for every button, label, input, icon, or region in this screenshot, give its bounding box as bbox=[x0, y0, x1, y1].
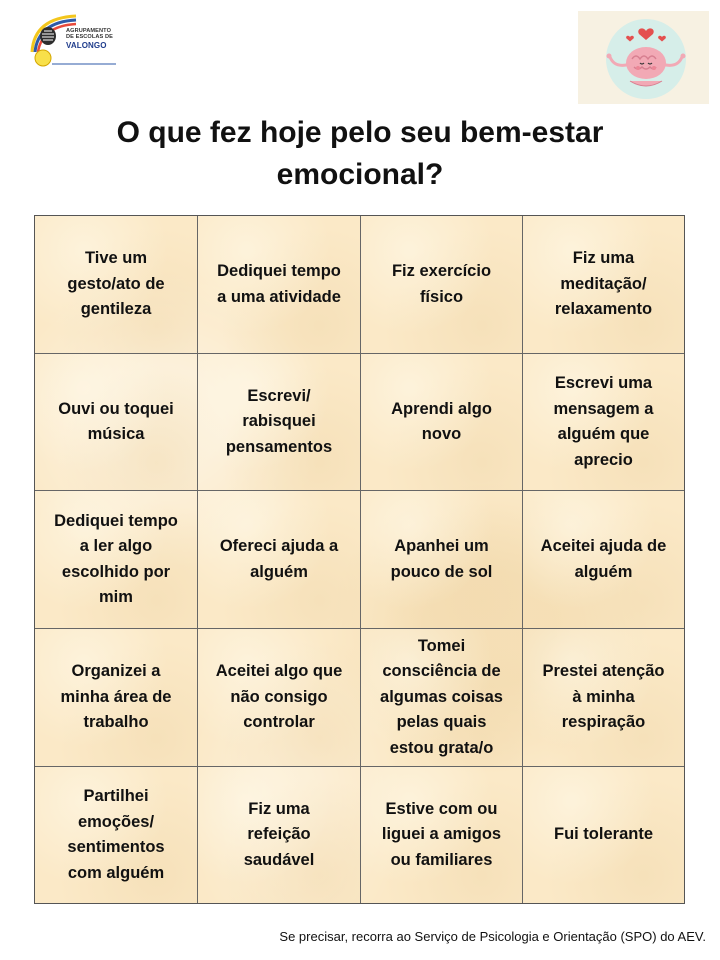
logo-line-1: AGRUPAMENTO bbox=[66, 28, 112, 34]
logo-line-3: VALONGO bbox=[66, 40, 107, 50]
bingo-grid bbox=[34, 215, 685, 904]
grid-cell: Fiz uma meditação/ relaxamento bbox=[523, 216, 684, 354]
grid-cell: Tive um gesto/ato de gentileza bbox=[35, 216, 198, 354]
page-title: O que fez hoje pelo seu bem-estar emocional? bbox=[116, 116, 604, 191]
meditating-brain-icon bbox=[578, 11, 709, 104]
grid-cell: Aceitei algo que não consigo controlar bbox=[198, 629, 361, 767]
grid-cell: Dediquei tempo a uma atividade bbox=[198, 216, 361, 354]
grid-cell: Dediquei tempo a ler algo escolhido por mim bbox=[35, 491, 198, 629]
school-logo bbox=[28, 12, 120, 74]
logo-text bbox=[66, 28, 122, 51]
grid-cell: Fiz uma refeição saudável bbox=[198, 767, 361, 903]
grid-cell: Escrevi/ rabisquei pensamentos bbox=[198, 354, 361, 491]
grid-cell: Fui tolerante bbox=[523, 767, 684, 903]
grid-cell: Estive com ou liguei a amigos ou familiares bbox=[361, 767, 523, 903]
grid-cell: Tomei consciência de algumas coisas pelas quais estou grata/o bbox=[361, 629, 523, 767]
logo-line-2: DE ESCOLAS DE bbox=[66, 34, 113, 41]
grid-cell: Apanhei um pouco de sol bbox=[361, 491, 523, 629]
grid-cell: Aceitei ajuda de alguém bbox=[523, 491, 684, 629]
grid-cell: Escrevi uma mensagem a alguém que aprecio bbox=[523, 354, 684, 491]
grid-cell: Ofereci ajuda a alguém bbox=[198, 491, 361, 629]
footer-note: Se precisar, recorra ao Serviço de Psicologia e Orientação (SPO) do AEV. bbox=[279, 929, 706, 944]
grid-cell: Prestei atenção à minha respiração bbox=[523, 629, 684, 767]
grid-cell: Organizei a minha área de trabalho bbox=[35, 629, 198, 767]
grid-cell: Fiz exercício físico bbox=[361, 216, 523, 354]
grid-cell: Ouvi ou toquei música bbox=[35, 354, 198, 491]
grid-cell: Partilhei emoções/ sentimentos com alguém bbox=[35, 767, 198, 903]
meditation-illustration bbox=[578, 11, 709, 104]
grid-cell: Aprendi algo novo bbox=[361, 354, 523, 491]
